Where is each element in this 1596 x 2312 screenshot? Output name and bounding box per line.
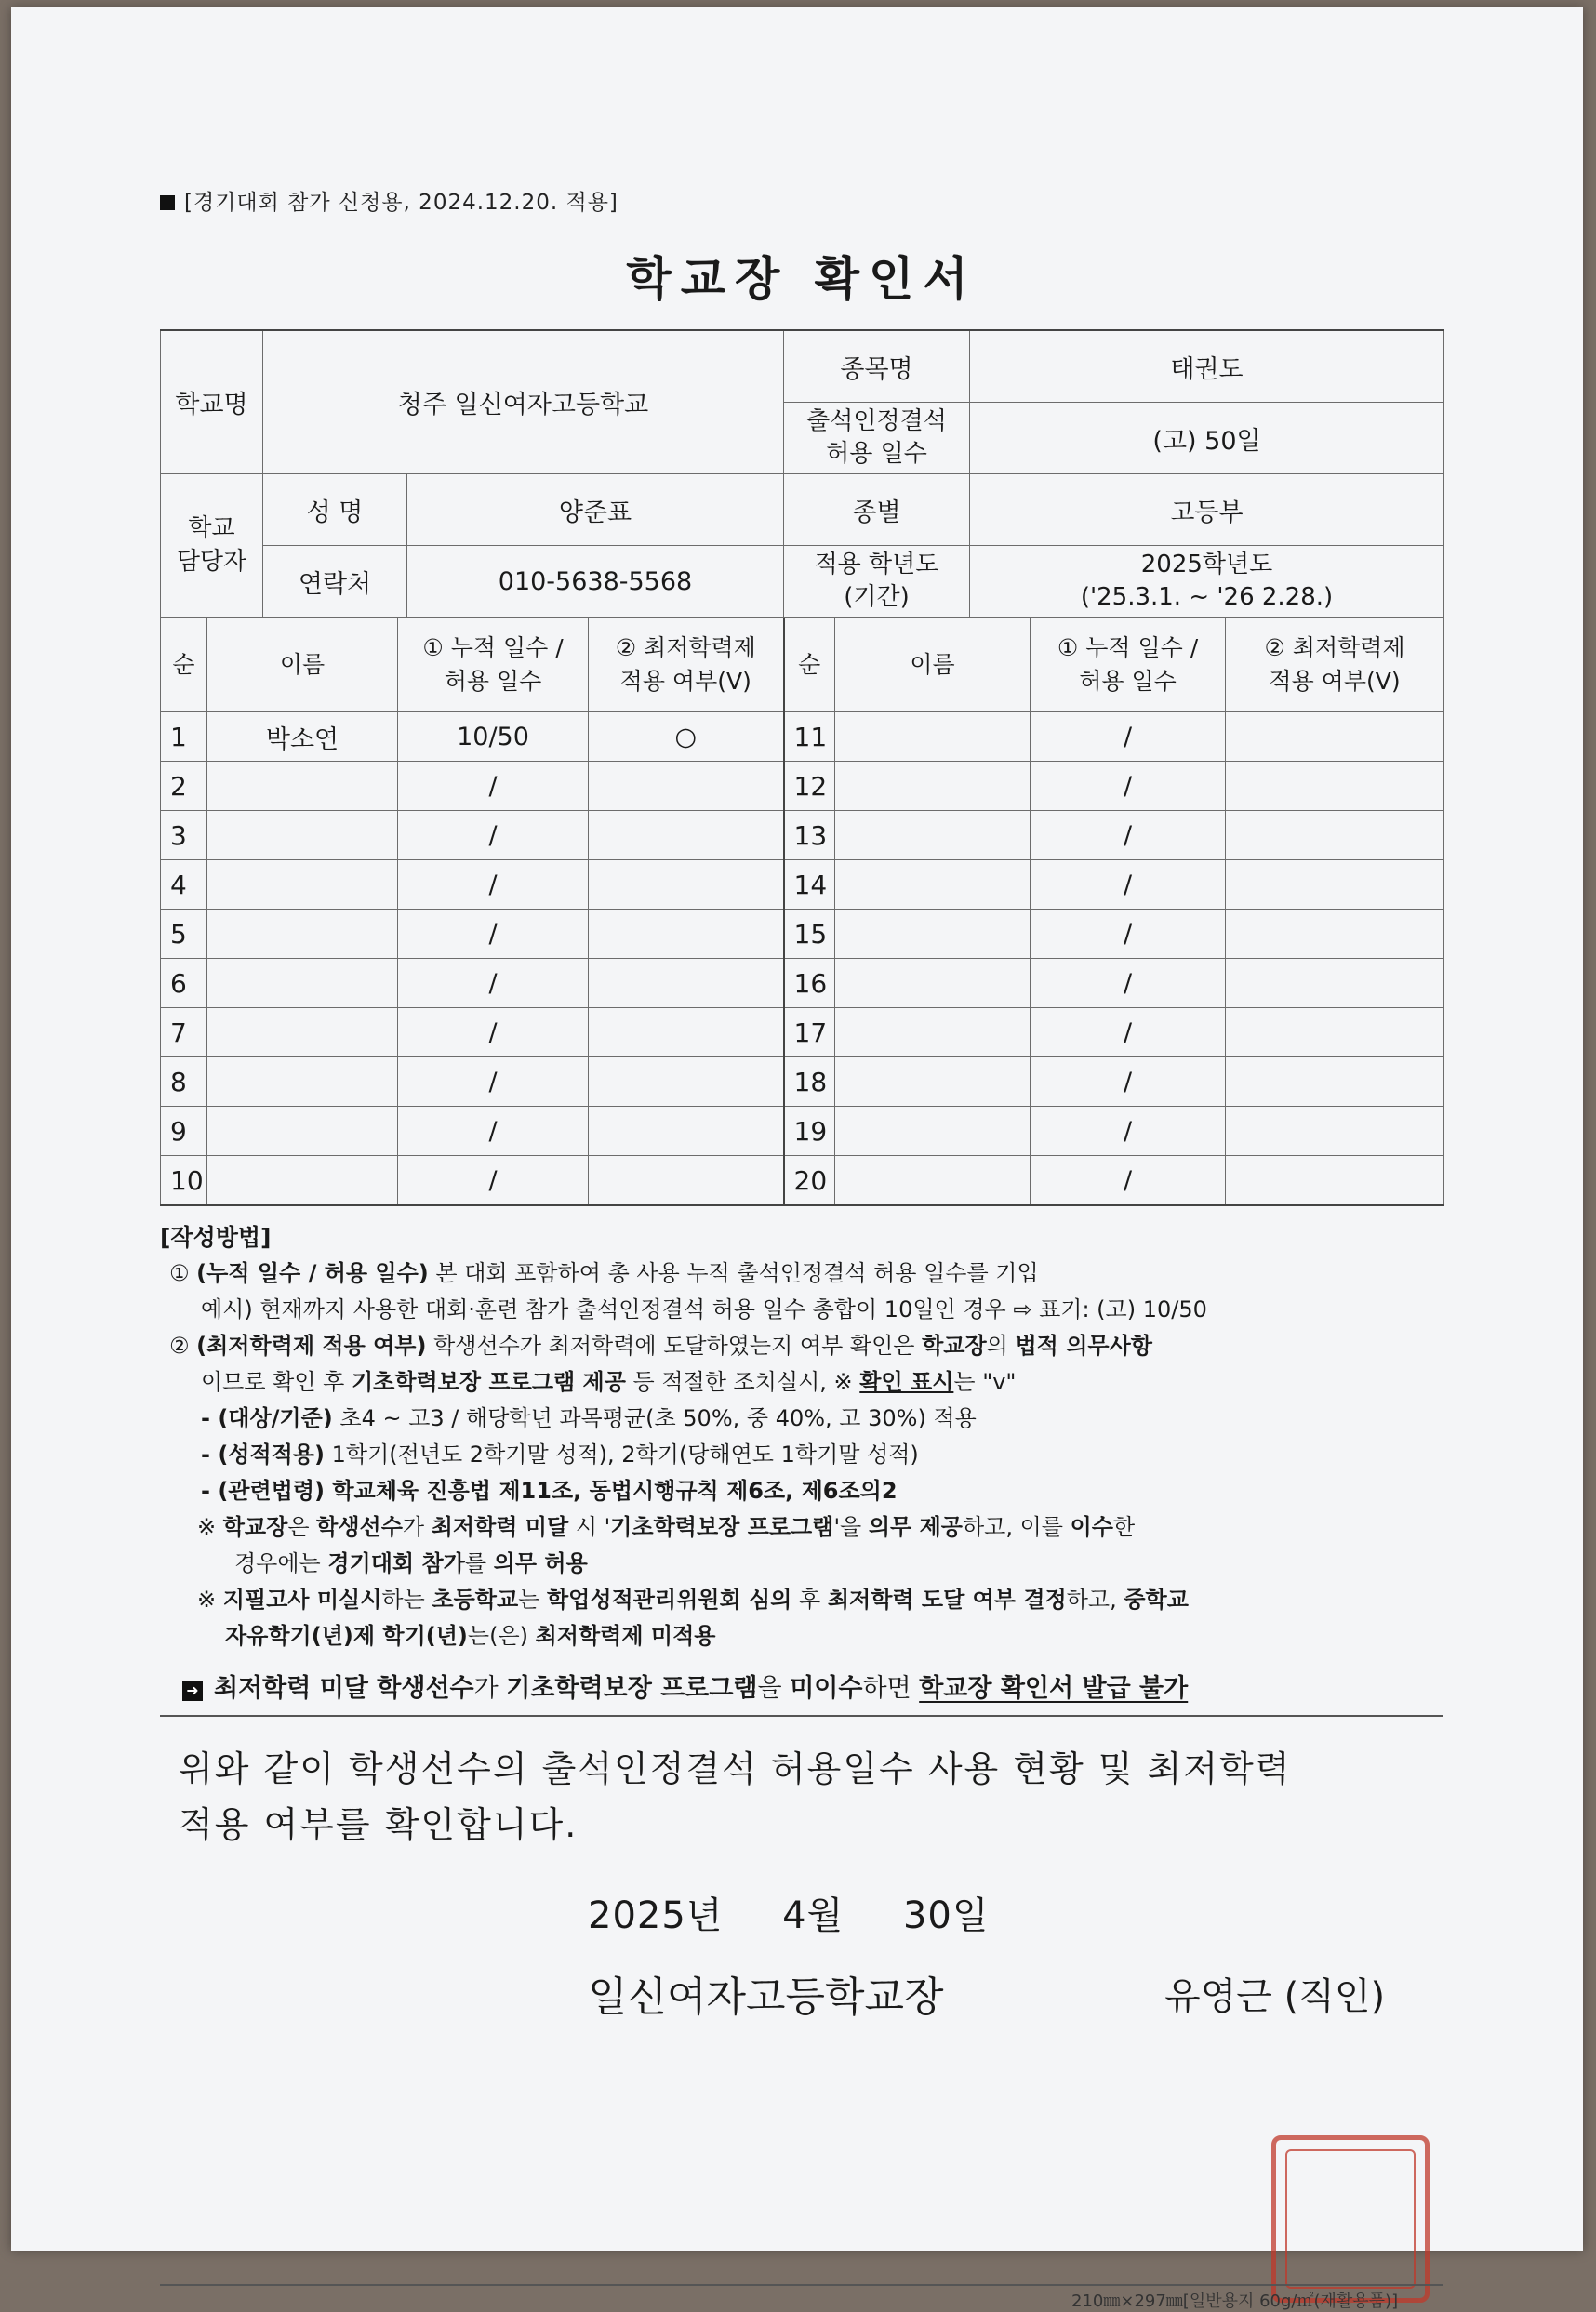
row-no-right: 12 <box>784 762 835 811</box>
allowed-label-line2: 허용 일수 <box>826 440 927 468</box>
row-days-right: / <box>1031 1057 1226 1107</box>
allowed-days-value: (고) 50일 <box>970 403 1444 474</box>
row-min-right <box>1226 1107 1444 1156</box>
header-days-line1: ① 누적 일수 / <box>422 633 564 661</box>
header-no-right: 순 <box>784 618 835 712</box>
row-days: / <box>398 811 589 860</box>
table-row <box>161 1057 1444 1107</box>
row-days-right: / <box>1031 1156 1226 1206</box>
row-min <box>589 1107 784 1156</box>
header-days-right-line1: ① 누적 일수 / <box>1057 633 1199 661</box>
row-min-right <box>1226 762 1444 811</box>
row-name <box>207 910 398 959</box>
row-days: / <box>398 860 589 910</box>
division-label: 종별 <box>784 474 970 546</box>
sub-item-law <box>160 1473 1443 1509</box>
header-min-line1: ② 최저학력제 <box>615 633 756 661</box>
header-name-right: 이름 <box>835 618 1031 712</box>
signature-line <box>160 1963 1443 2028</box>
row-days-right: / <box>1031 712 1226 762</box>
note1-k: 이수 <box>1070 1514 1113 1540</box>
row-name <box>207 860 398 910</box>
row-min-right <box>1226 959 1444 1008</box>
document-page <box>160 184 1443 2311</box>
instruction-2-line2-a: 이므로 확인 후 <box>201 1369 352 1395</box>
info-row <box>161 330 1444 403</box>
note1-l: 한 <box>1112 1514 1136 1540</box>
header-days-right <box>1031 618 1226 712</box>
warning-f: 하면 <box>862 1674 920 1703</box>
header-days-right-line2: 허용 일수 <box>1079 668 1177 695</box>
sub-item-target <box>160 1401 1443 1437</box>
row-name-right <box>835 1008 1031 1057</box>
note1-f: 시 ' <box>568 1514 611 1540</box>
sub1-bold: - (대상/기준) <box>201 1405 333 1431</box>
note2-b: 하는 <box>381 1587 432 1613</box>
header-min <box>589 618 784 712</box>
roster-table <box>160 618 1444 1206</box>
note2-h: 하고, <box>1066 1587 1124 1613</box>
table-row <box>161 712 1444 762</box>
note2-g: 최저학력 도달 여부 결정 <box>827 1587 1067 1613</box>
date-month: 4월 <box>782 1894 845 1937</box>
year-value-line2: ('25.3.1. ~ '26 2.28.) <box>1080 583 1334 611</box>
contact-label <box>161 474 263 618</box>
note1-e: 최저학력 미달 <box>431 1514 569 1540</box>
row-min <box>589 910 784 959</box>
info-table <box>160 329 1444 618</box>
signer-school: 일신여자고등학교장 <box>588 1973 944 2021</box>
warning-d: 을 <box>757 1674 791 1703</box>
sub-item-grades <box>160 1437 1443 1473</box>
warning-b: 가 <box>473 1674 507 1703</box>
row-min-right <box>1226 860 1444 910</box>
note-1-line2 <box>160 1546 1443 1582</box>
warning-e: 미이수 <box>790 1674 863 1703</box>
statement-line2: 적용 여부를 확인합니다. <box>179 1804 579 1845</box>
row-days-right: / <box>1031 1008 1226 1057</box>
row-min-right <box>1226 712 1444 762</box>
warning-g: 학교장 확인서 발급 불가 <box>919 1674 1189 1703</box>
reference-mark-icon: ※ <box>197 1514 217 1540</box>
instruction-2-line2 <box>160 1364 1443 1401</box>
row-min-right <box>1226 1156 1444 1206</box>
issue-date <box>160 1886 1443 1939</box>
header-note <box>160 184 1443 221</box>
row-min-right <box>1226 910 1444 959</box>
row-min <box>589 1008 784 1057</box>
instruction-1-bold: (누적 일수 / 허용 일수) <box>196 1260 429 1286</box>
warning-notice <box>160 1668 1443 1717</box>
row-no-right: 14 <box>784 860 835 910</box>
circled-two-icon: ② <box>169 1333 190 1359</box>
row-min <box>589 860 784 910</box>
row-name <box>207 1008 398 1057</box>
note1-j: 하고, 이를 <box>962 1514 1071 1540</box>
table-row <box>161 910 1444 959</box>
header-min-right-line2: 적용 여부(V) <box>1269 668 1401 695</box>
phone-label: 연락처 <box>263 546 407 618</box>
instructions <box>160 1219 1443 1654</box>
note2-line2-a: 자유학기(년)제 학기(년) <box>225 1623 468 1649</box>
sub2-text: 1학기(전년도 2학기말 성적), 2학기(당해연도 1학기말 성적) <box>325 1442 919 1468</box>
row-name-right <box>835 712 1031 762</box>
row-min <box>589 1156 784 1206</box>
allowed-label-line1: 출석인정결석 <box>806 406 947 435</box>
note2-f: 후 <box>791 1587 828 1613</box>
contact-label-line2: 담당자 <box>176 547 247 576</box>
table-row <box>161 1156 1444 1206</box>
note2-line2-b: 는(은) <box>467 1623 536 1649</box>
year-label <box>784 546 970 618</box>
row-no-right: 11 <box>784 712 835 762</box>
note1-a: 학교장 <box>222 1514 288 1540</box>
header-note-text: [경기대회 참가 신청용, 2024.12.20. 적용] <box>184 191 618 215</box>
row-days-right: / <box>1031 959 1226 1008</box>
row-days: / <box>398 959 589 1008</box>
header-days <box>398 618 589 712</box>
row-days: / <box>398 1057 589 1107</box>
row-days-right: / <box>1031 860 1226 910</box>
note1-line2-d: 의무 허용 <box>493 1550 588 1576</box>
note2-line2-c: 최저학력제 미적용 <box>535 1623 716 1649</box>
row-name-right <box>835 1057 1031 1107</box>
roster-header-row <box>161 618 1444 712</box>
row-no: 8 <box>161 1057 207 1107</box>
row-name <box>207 811 398 860</box>
row-days: / <box>398 1156 589 1206</box>
instruction-2-text-a: 학생선수가 최저학력에 도달하였는지 여부 확인은 <box>426 1333 923 1359</box>
row-name-right <box>835 762 1031 811</box>
official-seal <box>1271 2135 1430 2303</box>
row-no-right: 20 <box>784 1156 835 1206</box>
note1-c: 학생선수 <box>316 1514 403 1540</box>
row-no: 2 <box>161 762 207 811</box>
name-label: 성 명 <box>263 474 407 546</box>
table-row <box>161 1008 1444 1057</box>
row-name-right <box>835 910 1031 959</box>
instructions-title: [작성방법] <box>160 1224 272 1251</box>
instruction-1-text: 본 대회 포함하여 총 사용 누적 출석인정결석 허용 일수를 기입 <box>428 1260 1039 1286</box>
header-no: 순 <box>161 618 207 712</box>
document-paper <box>11 7 1583 2311</box>
note1-h: '을 <box>833 1514 869 1540</box>
contact-label-line1: 학교 <box>188 514 235 543</box>
row-no-right: 15 <box>784 910 835 959</box>
sub2-bold: - (성적적용) <box>201 1442 325 1468</box>
row-min: ○ <box>589 712 784 762</box>
row-days-right: / <box>1031 762 1226 811</box>
note2-d: 는 <box>518 1587 547 1613</box>
row-no: 9 <box>161 1107 207 1156</box>
row-no: 3 <box>161 811 207 860</box>
note-2 <box>160 1582 1443 1618</box>
document-title: 학교장 확인서 <box>626 252 978 306</box>
year-label-line2: (기간) <box>844 583 910 611</box>
row-name <box>207 1156 398 1206</box>
school-label: 학교명 <box>161 330 263 474</box>
row-min <box>589 762 784 811</box>
instruction-2-bold: (최저학력제 적용 여부) <box>196 1333 427 1359</box>
warning-c: 기초학력보장 프로그램 <box>506 1674 758 1703</box>
row-name <box>207 959 398 1008</box>
row-no: 1 <box>161 712 207 762</box>
date-year: 2025년 <box>588 1894 724 1937</box>
instruction-2-line2-b: 기초학력보장 프로그램 제공 <box>352 1369 626 1395</box>
table-row <box>161 762 1444 811</box>
note-1 <box>160 1509 1443 1546</box>
confirmation-statement <box>160 1741 1443 1853</box>
note1-b: 은 <box>287 1514 317 1540</box>
date-day: 30일 <box>902 1894 990 1937</box>
bottom-divider <box>160 2284 1443 2286</box>
row-name-right <box>835 860 1031 910</box>
row-name-right <box>835 1156 1031 1206</box>
instruction-2-text-c: 의 <box>986 1333 1016 1359</box>
info-row <box>161 546 1444 618</box>
instruction-2-bold-b: 학교장 <box>922 1333 987 1359</box>
note1-line2-c: 를 <box>464 1550 494 1576</box>
allowed-days-label <box>784 403 970 474</box>
instruction-2-bold-d: 법적 의무사항 <box>1015 1333 1152 1359</box>
header-days-line2: 허용 일수 <box>444 668 542 695</box>
row-name-right <box>835 1107 1031 1156</box>
sport-label: 종목명 <box>784 330 970 403</box>
row-days-right: / <box>1031 811 1226 860</box>
instruction-2-line2-d: 확인 표시 <box>859 1369 954 1395</box>
row-name-right <box>835 811 1031 860</box>
row-no-right: 18 <box>784 1057 835 1107</box>
header-min-line2: 적용 여부(V) <box>619 668 751 695</box>
row-days: / <box>398 762 589 811</box>
reference-mark-icon: ※ <box>197 1587 217 1613</box>
row-no: 4 <box>161 860 207 910</box>
statement-line1: 위와 같이 학생선수의 출석인정결석 허용일수 사용 현황 및 최저학력 <box>179 1748 1292 1789</box>
name-value: 양준표 <box>407 474 784 546</box>
warning-a: 최저학력 미달 학생선수 <box>214 1674 474 1703</box>
row-no-right: 19 <box>784 1107 835 1156</box>
arrow-box-icon: ➜ <box>182 1681 203 1701</box>
table-row <box>161 1107 1444 1156</box>
school-value: 청주 일신여자고등학교 <box>263 330 784 474</box>
note2-e: 학업성적관리위원회 심의 <box>546 1587 792 1613</box>
header-name: 이름 <box>207 618 398 712</box>
row-min-right <box>1226 1008 1444 1057</box>
row-no: 7 <box>161 1008 207 1057</box>
row-name <box>207 1057 398 1107</box>
table-row <box>161 860 1444 910</box>
header-min-right <box>1226 618 1444 712</box>
year-label-line1: 적용 학년도 <box>814 550 939 578</box>
row-no: 10 <box>161 1156 207 1206</box>
note1-d: 가 <box>402 1514 432 1540</box>
row-name <box>207 1107 398 1156</box>
row-no-right: 16 <box>784 959 835 1008</box>
year-value <box>970 546 1444 618</box>
table-row <box>161 959 1444 1008</box>
instruction-2 <box>160 1328 1443 1364</box>
sport-value: 태권도 <box>970 330 1444 403</box>
row-name <box>207 762 398 811</box>
row-days: / <box>398 1008 589 1057</box>
row-days-right: / <box>1031 1107 1226 1156</box>
row-days: 10/50 <box>398 712 589 762</box>
roster-body <box>161 712 1444 1206</box>
note1-g: 기초학력보장 프로그램 <box>610 1514 834 1540</box>
row-no: 5 <box>161 910 207 959</box>
instruction-1-example: 예시) 현재까지 사용한 대회·훈련 참가 출석인정결석 허용 일수 총합이 10일인 경우 ⇨ 표기: (고) 10/50 <box>201 1296 1207 1322</box>
row-min-right <box>1226 1057 1444 1107</box>
division-value: 고등부 <box>970 474 1444 546</box>
row-days: / <box>398 1107 589 1156</box>
seal-inner-border <box>1285 2149 1416 2289</box>
note1-line2-b: 경기대회 참가 <box>327 1550 465 1576</box>
note1-line2-a: 경우에는 <box>234 1550 328 1576</box>
note-2-line2 <box>160 1618 1443 1654</box>
row-no-right: 13 <box>784 811 835 860</box>
note2-c: 초등학교 <box>432 1587 519 1613</box>
circled-one-icon: ① <box>169 1260 190 1286</box>
instruction-1 <box>160 1256 1443 1292</box>
row-days-right: / <box>1031 910 1226 959</box>
table-row <box>161 811 1444 860</box>
note2-i: 중학교 <box>1124 1587 1189 1613</box>
row-no: 6 <box>161 959 207 1008</box>
row-days: / <box>398 910 589 959</box>
year-value-line1: 2025학년도 <box>1140 550 1273 578</box>
paper-spec: 210㎜×297㎜[일반용지 60g/㎡(재활용품)] <box>1071 2292 1399 2311</box>
row-min-right <box>1226 811 1444 860</box>
sub3-bold: - (관련법령) 학교체육 진흥법 제11조, 동법시행규칙 제6조, 제6조의2 <box>201 1478 898 1504</box>
signer-person: 유영근 (직인) <box>1164 1975 1386 2018</box>
header-min-right-line1: ② 최저학력제 <box>1264 633 1405 661</box>
note1-i: 의무 제공 <box>868 1514 963 1540</box>
row-name: 박소연 <box>207 712 398 762</box>
note2-a: 지필고사 미실시 <box>222 1587 382 1613</box>
square-bullet-icon <box>160 195 175 210</box>
row-min <box>589 811 784 860</box>
row-no-right: 17 <box>784 1008 835 1057</box>
row-min <box>589 1057 784 1107</box>
instruction-2-line2-e: 는 "v" <box>953 1369 1017 1395</box>
phone-value: 010-5638-5568 <box>407 546 784 618</box>
sub1-text: 초4 ~ 고3 / 해당학년 과목평균(초 50%, 중 40%, 고 30%) 적용 <box>332 1405 977 1431</box>
instruction-2-line2-c: 등 적절한 조치실시, ※ <box>625 1369 860 1395</box>
row-min <box>589 959 784 1008</box>
info-row <box>161 474 1444 546</box>
row-name-right <box>835 959 1031 1008</box>
